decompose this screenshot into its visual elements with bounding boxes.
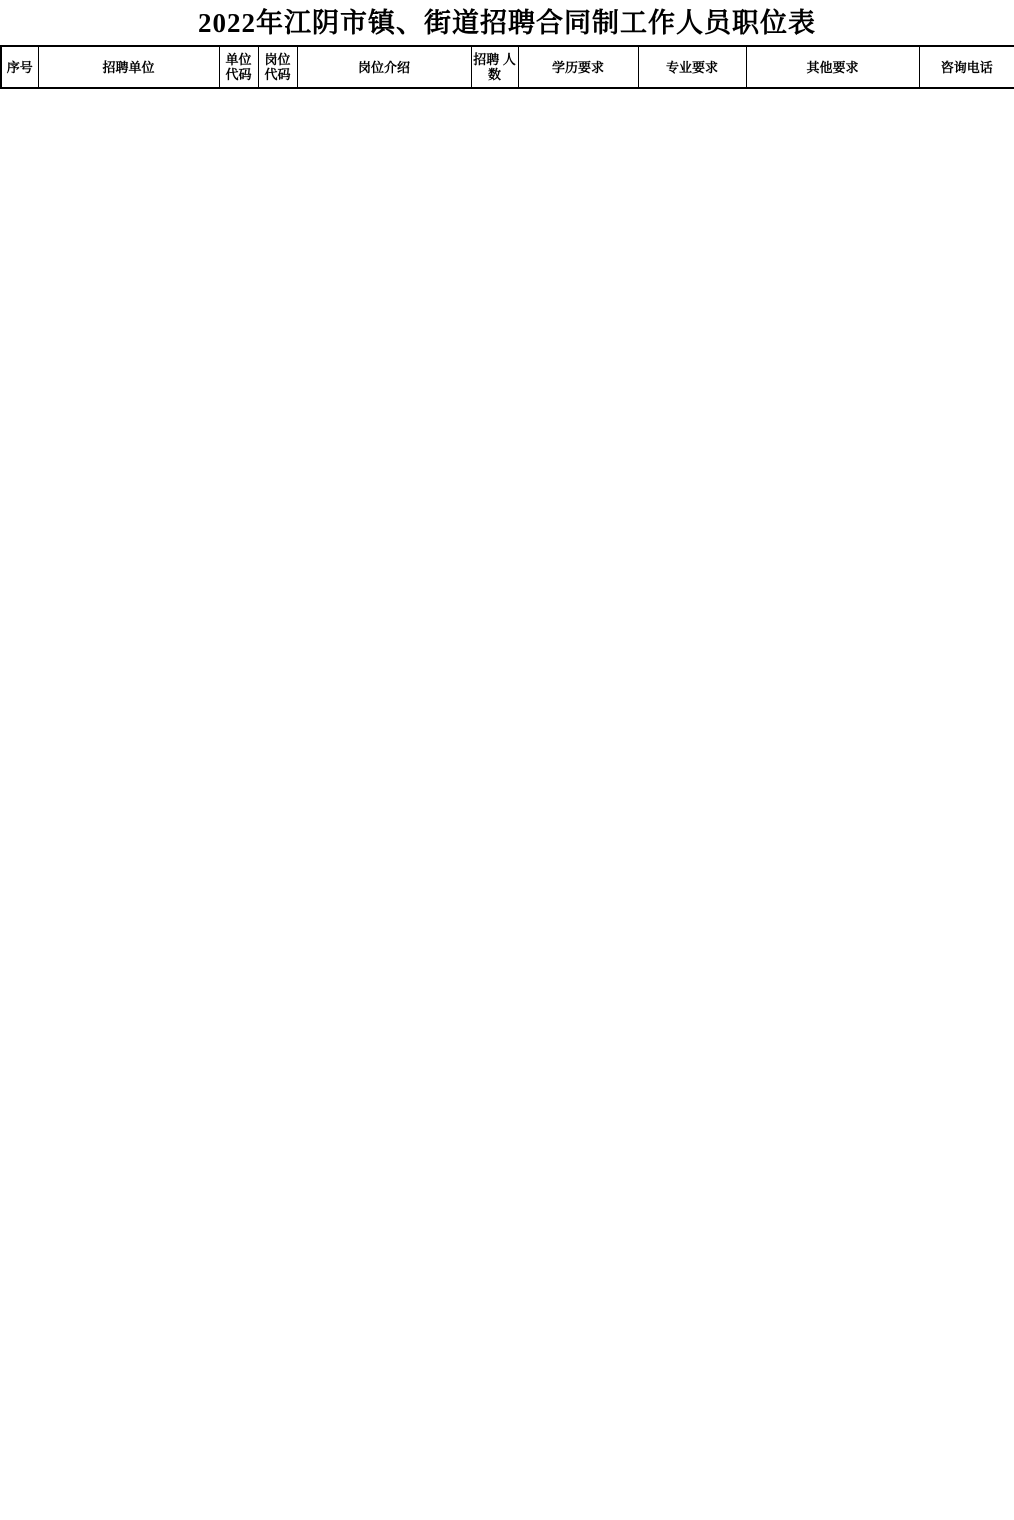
table-header (1, 46, 1014, 88)
col-header-major: 专业要求 (638, 46, 746, 88)
col-header-unit-code: 单位 代码 (219, 46, 258, 88)
col-header-count: 招聘 人数 (471, 46, 518, 88)
page (0, 0, 1014, 89)
col-header-phone: 咨询电话 (919, 46, 1014, 88)
col-header-intro: 岗位介绍 (297, 46, 471, 88)
col-header-education: 学历要求 (518, 46, 638, 88)
positions-table (0, 45, 1014, 89)
col-header-unit: 招聘单位 (38, 46, 219, 88)
col-header-other: 其他要求 (746, 46, 919, 88)
col-header-serial: 序号 (1, 46, 38, 88)
col-header-position-code: 岗位 代码 (258, 46, 297, 88)
page-title: 2022年江阴市镇、街道招聘合同制工作人员职位表 (198, 8, 816, 38)
header-row (1, 46, 1014, 88)
